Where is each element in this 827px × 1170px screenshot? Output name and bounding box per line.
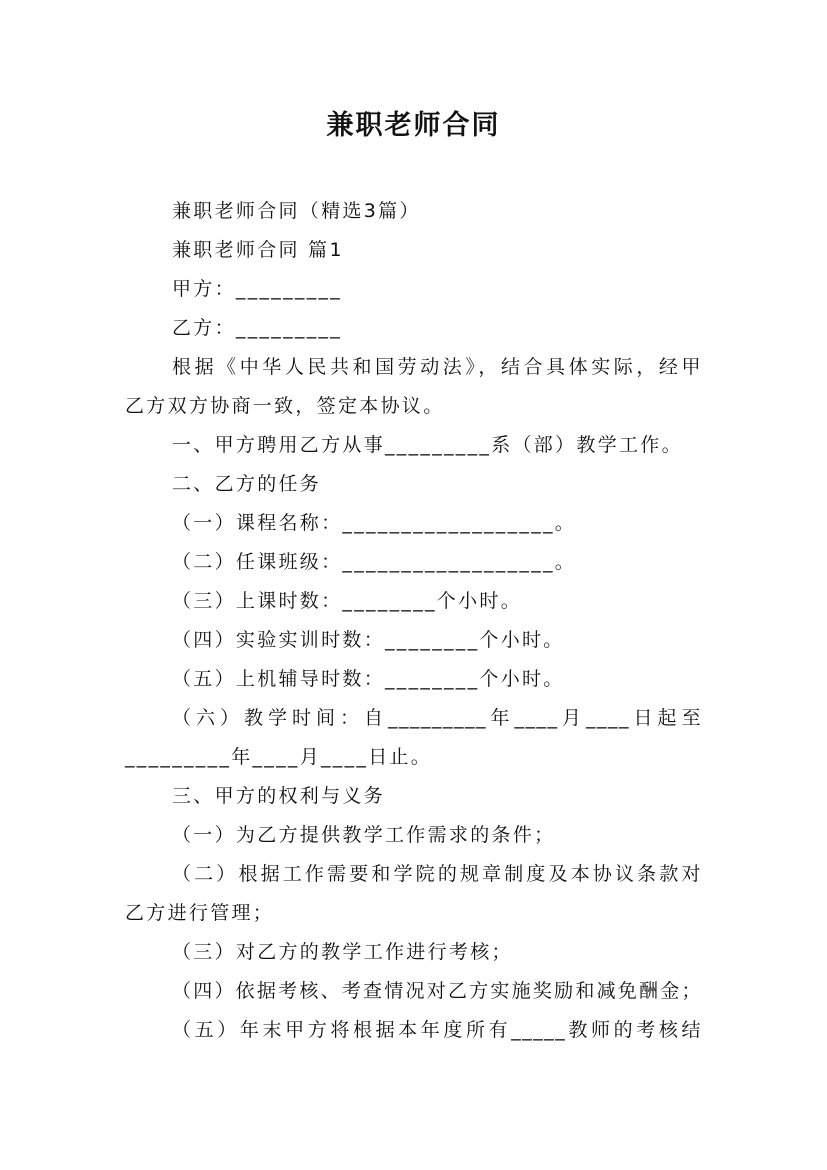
section-heading: 兼职老师合同 篇1 [172,239,344,261]
clause-item: （三）对乙方的教学工作进行考核； [172,941,513,963]
clause-item: （四）依据考核、考查情况对乙方实施奖励和减免酬金； [172,980,702,1002]
clause-item: （二）根据工作需要和学院的规章制度及本协议条款对 [172,863,702,885]
clause-item-continued: _________年____月____日止。 [125,746,433,768]
party-b-line: 乙方：_________ [172,317,343,339]
clause-line: 一、甲方聘用乙方从事_________系（部）教学工作。 [172,434,683,456]
clause-heading: 二、乙方的任务 [172,473,322,495]
clause-item: （三）上课时数：________个小时。 [172,590,523,612]
paragraph-line: 根据《中华人民共和国劳动法》，结合具体实际，经甲 [172,356,702,378]
clause-item: （一）课程名称：__________________。 [172,512,577,534]
clause-item: （二）任课班级：__________________。 [172,551,577,573]
party-a-line: 甲方：_________ [172,278,343,300]
paragraph-line: 乙方双方协商一致，签定本协议。 [125,395,445,417]
clause-item: （五）上机辅导时数：________个小时。 [172,668,565,690]
clause-heading: 三、甲方的权利与义务 [172,785,386,807]
clause-item-continued: 乙方进行管理； [125,902,275,924]
document-title: 兼职老师合同 [326,110,501,141]
subtitle-line: 兼职老师合同（精选3篇） [172,200,421,222]
clause-item: （五）年末甲方将根据本年度所有_____教师的考核结 [172,1019,702,1041]
clause-item: （六）教学时间：自_________年____月____日起至 [172,707,702,729]
clause-item: （四）实验实训时数：________个小时。 [172,629,565,651]
clause-item: （一）为乙方提供教学工作需求的条件； [172,824,556,846]
